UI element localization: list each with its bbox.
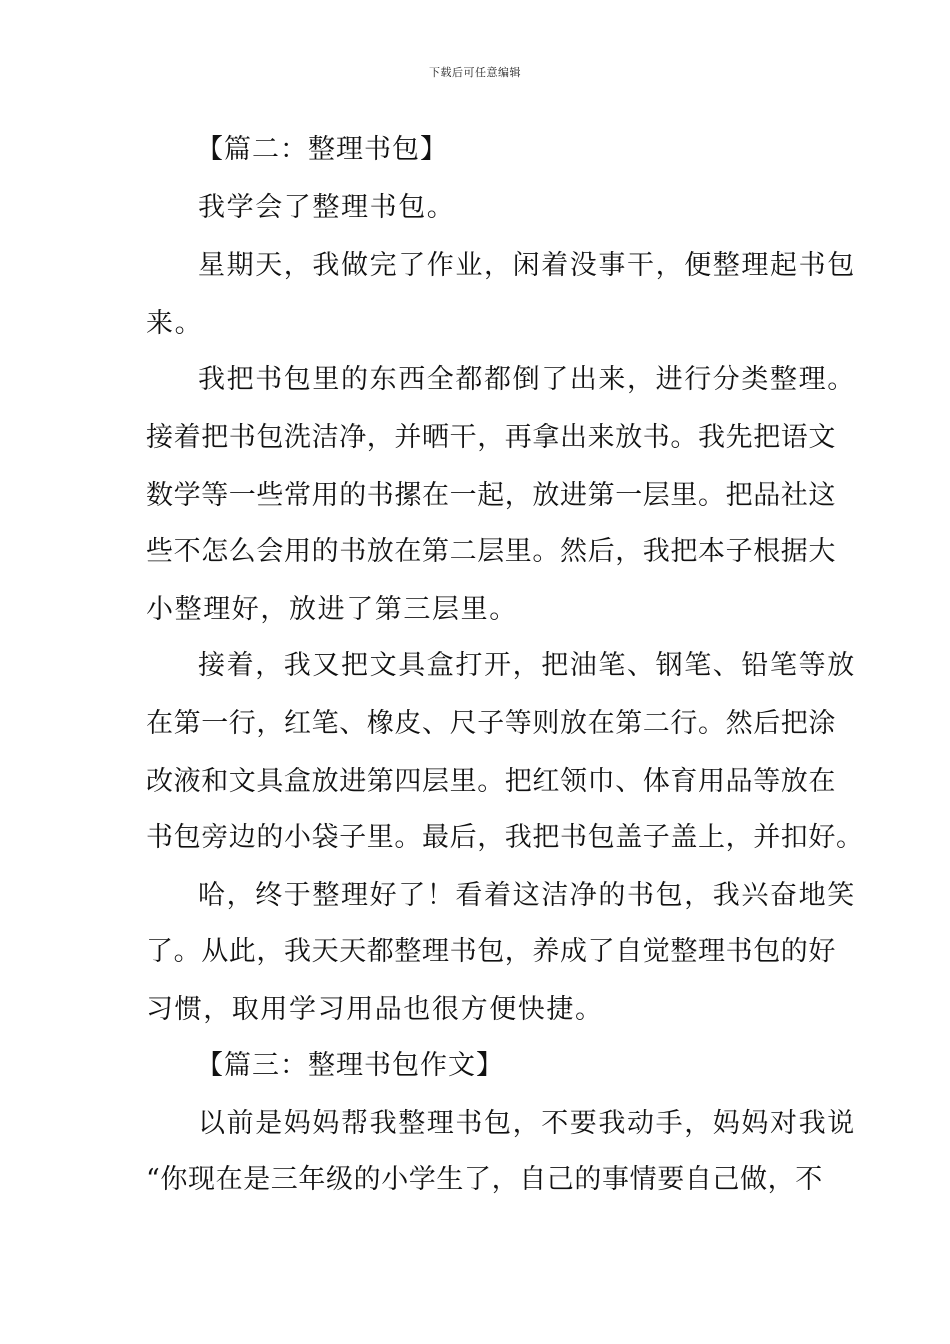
paragraph-line: 接着，我又把文具盒打开，把油笔、钢笔、铅笔等放 <box>198 650 856 681</box>
section-heading-2: 【篇二：整理书包】 <box>196 134 448 165</box>
paragraph-line: 在第一行，红笔、橡皮、尺子等则放在第二行。然后把涂 <box>146 708 836 739</box>
paragraph-line: 小整理好，放进了第三层里。 <box>146 594 518 625</box>
paragraph-line: 星期天，我做完了作业，闲着没事干，便整理起书包 <box>198 250 856 281</box>
page-header: 下载后可任意编辑 <box>429 66 521 79</box>
paragraph-line: 哈，终于整理好了！看着这洁净的书包，我兴奋地笑 <box>198 880 856 911</box>
paragraph-line: 接着把书包洗洁净，并晒干，再拿出来放书。我先把语文 <box>146 422 836 453</box>
paragraph-line: 改液和文具盒放进第四层里。把红领巾、体育用品等放在 <box>146 766 836 797</box>
paragraph-line: 了。从此，我天天都整理书包，养成了自觉整理书包的好 <box>146 936 836 967</box>
paragraph-line: 我把书包里的东西全都都倒了出来，进行分类整理。 <box>198 364 856 395</box>
paragraph-line: “你现在是三年级的小学生了，自己的事情要自己做，不 <box>146 1164 823 1195</box>
paragraph-line: 我学会了整理书包。 <box>198 192 456 223</box>
section-heading-3: 【篇三：整理书包作文】 <box>196 1050 504 1081</box>
paragraph-line: 些不怎么会用的书放在第二层里。然后，我把本子根据大 <box>146 536 836 567</box>
paragraph-line: 数学等一些常用的书摞在一起，放进第一层里。把品社这 <box>146 480 836 511</box>
paragraph-line: 书包旁边的小袋子里。最后，我把书包盖子盖上，并扣好。 <box>146 822 864 853</box>
paragraph-line: 来。 <box>146 308 204 339</box>
paragraph-line: 以前是妈妈帮我整理书包，不要我动手，妈妈对我说 <box>198 1108 856 1139</box>
paragraph-line: 习惯，取用学习用品也很方便快捷。 <box>146 994 604 1025</box>
